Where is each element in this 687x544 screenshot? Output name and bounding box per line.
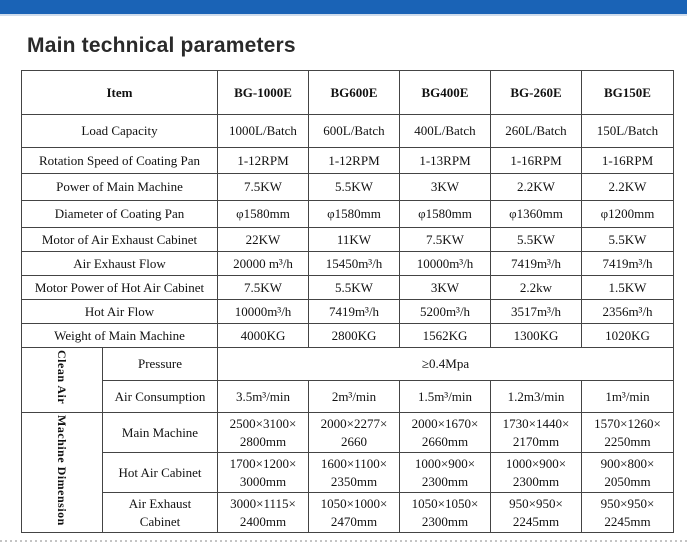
row-value: 11KW — [309, 228, 400, 252]
dimension-value-line: 2170mm — [512, 433, 560, 449]
dimension-value — [218, 413, 309, 453]
row-label: Power of Main Machine — [22, 174, 218, 201]
row-value: 7419m³/h — [309, 300, 400, 324]
dimension-value — [400, 413, 491, 453]
dimension-value — [309, 453, 400, 493]
dimension-label-line: Cabinet — [139, 513, 181, 529]
row-label: Diameter of Coating Pan — [22, 201, 218, 228]
bottom-dashed-line — [0, 538, 687, 544]
dimension-value — [309, 493, 400, 533]
row-value: 1020KG — [582, 324, 674, 348]
dimension-label — [103, 493, 218, 533]
parameters-table — [21, 70, 674, 533]
clean-air-pressure-row — [22, 348, 674, 381]
dimension-value-line: 900×800× — [600, 455, 655, 471]
table-row — [22, 201, 674, 228]
row-value: 7.5KW — [218, 276, 309, 300]
dimension-value — [400, 493, 491, 533]
row-value: 4000KG — [218, 324, 309, 348]
row-value: 1-16RPM — [491, 148, 582, 174]
dimension-value-line: 2470mm — [330, 513, 378, 529]
dimension-label-line: Air Exhaust — [128, 495, 192, 511]
dimension-value-line: 2350mm — [330, 473, 378, 489]
row-label: Motor of Air Exhaust Cabinet — [22, 228, 218, 252]
row-value: 150L/Batch — [582, 115, 674, 148]
row-label: Load Capacity — [22, 115, 218, 148]
row-value: 5.5KW — [491, 228, 582, 252]
dimension-label: Hot Air Cabinet — [103, 453, 218, 493]
header-model: BG-260E — [491, 71, 582, 115]
page-title: Main technical parameters — [27, 34, 296, 57]
dimension-value-line: 950×950× — [509, 495, 563, 511]
row-value: 7419m³/h — [491, 252, 582, 276]
header-model: BG600E — [309, 71, 400, 115]
row-value: 5.5KW — [309, 276, 400, 300]
dimension-value-line: 2660mm — [421, 433, 469, 449]
table-row — [22, 115, 674, 148]
row-label: Hot Air Flow — [22, 300, 218, 324]
dimension-value-line: 2660 — [341, 433, 367, 449]
row-label: Motor Power of Hot Air Cabinet — [22, 276, 218, 300]
row-value: φ1200mm — [582, 201, 674, 228]
row-value: 2356m³/h — [582, 300, 674, 324]
clean-air-consumption-row — [22, 381, 674, 413]
row-value: 1-12RPM — [218, 148, 309, 174]
pressure-label: Pressure — [103, 348, 218, 381]
row-label: Weight of Main Machine — [22, 324, 218, 348]
row-value: 600L/Batch — [309, 115, 400, 148]
row-value: 1000L/Batch — [218, 115, 309, 148]
dimension-value-line: 3000mm — [239, 473, 287, 489]
header-model: BG400E — [400, 71, 491, 115]
table-row — [22, 252, 674, 276]
dimension-value — [218, 453, 309, 493]
row-value: 2.2kw — [491, 276, 582, 300]
row-value: 7419m³/h — [582, 252, 674, 276]
dimension-value-line: 1050×1000× — [320, 495, 388, 511]
clean-air-group-label: Clean Air — [55, 350, 69, 405]
row-value: 10000m³/h — [218, 300, 309, 324]
row-value: 1300KG — [491, 324, 582, 348]
table-row — [22, 174, 674, 201]
dimension-value-line: 1570×1260× — [594, 415, 661, 431]
dimension-value-line: 1000×900× — [505, 455, 567, 471]
row-value: 15450m³/h — [309, 252, 400, 276]
dimension-row — [22, 453, 674, 493]
table-row — [22, 276, 674, 300]
row-value: 3KW — [400, 174, 491, 201]
row-value: 7.5KW — [400, 228, 491, 252]
dimension-value-line: 1700×1200× — [229, 455, 297, 471]
dimension-value — [582, 453, 674, 493]
dimension-value-line: 2500×3100× — [229, 415, 297, 431]
row-value: 3517m³/h — [491, 300, 582, 324]
header-row — [22, 71, 674, 115]
consumption-value: 1.5m³/min — [400, 381, 491, 413]
dimension-value-line: 2250mm — [604, 433, 651, 449]
dimension-value — [582, 413, 674, 453]
dimension-value-line: 2245mm — [512, 513, 560, 529]
dimension-value-line: 2300mm — [421, 473, 469, 489]
dimension-value-line: 2000×1670× — [411, 415, 479, 431]
table-row — [22, 300, 674, 324]
row-value: 7.5KW — [218, 174, 309, 201]
row-value: 20000 m³/h — [218, 252, 309, 276]
row-value: 1-12RPM — [309, 148, 400, 174]
header-model: BG-1000E — [218, 71, 309, 115]
consumption-value: 2m³/min — [309, 381, 400, 413]
dimension-value-line: 1730×1440× — [502, 415, 570, 431]
row-value: 22KW — [218, 228, 309, 252]
row-value: 1.5KW — [582, 276, 674, 300]
dimension-value — [491, 413, 582, 453]
dimension-value-line: 2050mm — [604, 473, 651, 489]
dimension-value-line: 950×950× — [600, 495, 655, 511]
dimension-value-line: 2800mm — [239, 433, 287, 449]
row-value: 1-16RPM — [582, 148, 674, 174]
row-value: 5200m³/h — [400, 300, 491, 324]
dimension-value — [309, 413, 400, 453]
row-label: Air Exhaust Flow — [22, 252, 218, 276]
consumption-value: 3.5m³/min — [218, 381, 309, 413]
banner-divider — [0, 14, 687, 16]
dimension-group-cell — [22, 413, 103, 533]
row-value: 400L/Batch — [400, 115, 491, 148]
dimension-value-line: 2300mm — [512, 473, 560, 489]
row-value: φ1580mm — [400, 201, 491, 228]
dimension-group-label: Machine Dimension — [55, 414, 69, 526]
row-value: φ1580mm — [218, 201, 309, 228]
clean-air-group-cell — [22, 348, 103, 413]
row-value: φ1580mm — [309, 201, 400, 228]
consumption-value: 1m³/min — [582, 381, 674, 413]
row-value: 1-13RPM — [400, 148, 491, 174]
dimension-row — [22, 493, 674, 533]
row-value: 5.5KW — [309, 174, 400, 201]
dimension-value — [491, 493, 582, 533]
dimension-value-line: 2400mm — [239, 513, 287, 529]
row-value: 5.5KW — [582, 228, 674, 252]
dimension-value — [218, 493, 309, 533]
row-value: 3KW — [400, 276, 491, 300]
row-value: 2.2KW — [582, 174, 674, 201]
consumption-value: 1.2m3/min — [491, 381, 582, 413]
row-value: 10000m³/h — [400, 252, 491, 276]
dimension-label: Main Machine — [103, 413, 218, 453]
row-value: 1562KG — [400, 324, 491, 348]
table-row — [22, 324, 674, 348]
dimension-value-line: 2000×2277× — [320, 415, 388, 431]
dimension-value-line: 1000×900× — [414, 455, 476, 471]
row-value: φ1360mm — [491, 201, 582, 228]
dimension-value — [582, 493, 674, 533]
consumption-label: Air Consumption — [103, 381, 218, 413]
dimension-value — [491, 453, 582, 493]
dimension-value — [400, 453, 491, 493]
table-row — [22, 228, 674, 252]
row-value: 2.2KW — [491, 174, 582, 201]
dimension-row — [22, 413, 674, 453]
top-banner — [0, 0, 687, 14]
dimension-value-line: 3000×1115× — [230, 495, 296, 511]
row-value: 2800KG — [309, 324, 400, 348]
header-model: BG150E — [582, 71, 674, 115]
row-label: Rotation Speed of Coating Pan — [22, 148, 218, 174]
row-value: 260L/Batch — [491, 115, 582, 148]
header-item: Item — [22, 71, 218, 115]
dimension-value-line: 2245mm — [604, 513, 651, 529]
table-row — [22, 148, 674, 174]
dimension-value-line: 1600×1100× — [320, 455, 388, 471]
dimension-value-line: 1050×1050× — [411, 495, 479, 511]
pressure-value: ≥0.4Mpa — [218, 348, 674, 381]
dimension-value-line: 2300mm — [421, 513, 469, 529]
